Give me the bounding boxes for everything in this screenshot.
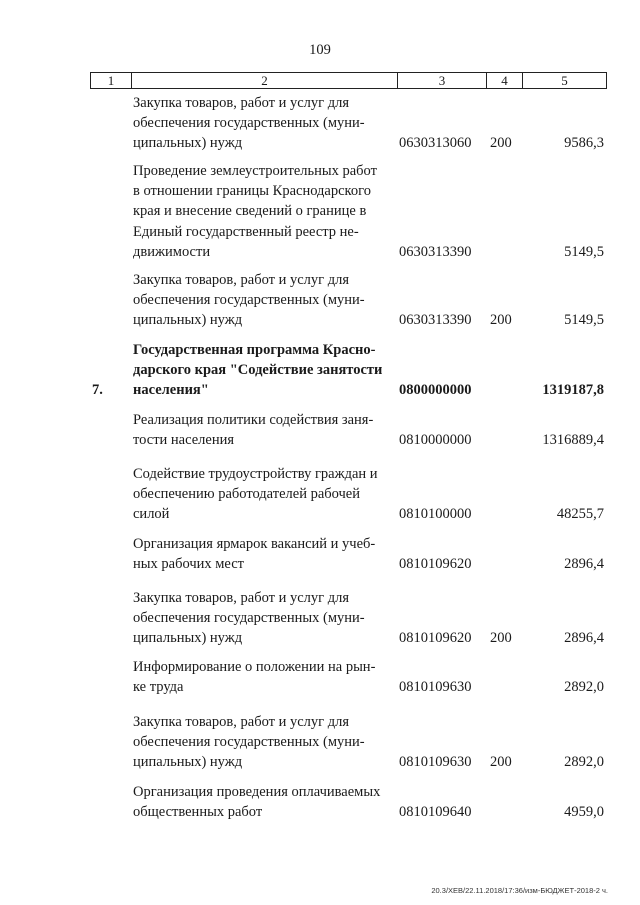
table-row [0, 340, 640, 401]
table-row [0, 464, 640, 525]
description-line: общественных работ [133, 804, 263, 821]
classification-code: 0810109640 [399, 804, 472, 821]
description-line: обеспечения государственных (муни- [133, 610, 365, 627]
classification-code: 0810000000 [399, 432, 472, 449]
description-line: Закупка товаров, работ и услуг для [133, 272, 350, 288]
description-line: ных рабочих мест [133, 556, 244, 573]
classification-code: 0800000000 [399, 382, 472, 399]
description-line: движимости [133, 243, 211, 260]
expense-type-code: 200 [490, 135, 512, 152]
expense-type-code: 200 [490, 754, 512, 771]
description-line: Государственная программа Красно- [133, 342, 376, 358]
description-line: обеспечения государственных (муни- [133, 115, 365, 132]
description-line: в отношении границы Краснодарского [133, 183, 371, 200]
description-line: Проведение землеустроительных работ [133, 163, 377, 179]
description-line: ципальных) нужд [133, 135, 243, 152]
table-row [0, 657, 640, 697]
classification-code: 0630313390 [399, 312, 472, 329]
amount-value: 2892,0 [564, 679, 604, 696]
row-description [133, 782, 391, 822]
header-col-2: 2 [132, 73, 398, 88]
row-description [133, 161, 391, 262]
description-line: Организация ярмарок вакансий и учеб- [133, 536, 376, 552]
description-line: Информирование о положении на рын- [133, 659, 376, 675]
amount-value: 2896,4 [564, 556, 604, 573]
table-header [90, 72, 607, 89]
header-col-4: 4 [487, 73, 523, 88]
description-line: ципальных) нужд [133, 630, 243, 647]
amount-value: 2896,4 [564, 630, 604, 647]
row-description [133, 657, 391, 697]
description-line: обеспечению работодателей рабочей [133, 486, 361, 503]
row-description [133, 712, 391, 773]
row-description [133, 340, 391, 401]
amount-value: 2892,0 [564, 754, 604, 771]
table-row [0, 161, 640, 262]
description-line: Закупка товаров, работ и услуг для [133, 95, 350, 111]
description-line: ципальных) нужд [133, 754, 243, 771]
page-number: 109 [309, 42, 331, 58]
table-row [0, 534, 640, 574]
classification-code: 0810109630 [399, 754, 472, 771]
header-col-3: 3 [398, 73, 487, 88]
description-line: населения" [133, 382, 209, 399]
description-line: Содействие трудоустройству граждан и [133, 466, 378, 482]
row-description [133, 464, 391, 525]
classification-code: 0810100000 [399, 506, 472, 523]
row-description [133, 270, 391, 331]
row-description [133, 588, 391, 649]
classification-code: 0810109630 [399, 679, 472, 696]
classification-code: 0810109620 [399, 556, 472, 573]
classification-code: 0810109620 [399, 630, 472, 647]
amount-value: 1319187,8 [542, 382, 604, 399]
amount-value: 9586,3 [564, 135, 604, 152]
table-row [0, 782, 640, 822]
classification-code: 0630313390 [399, 243, 472, 260]
row-description [133, 93, 391, 154]
description-line: ке труда [133, 679, 184, 696]
amount-value: 4959,0 [564, 804, 604, 821]
header-col-5: 5 [561, 73, 568, 88]
description-line: Закупка товаров, работ и услуг для [133, 590, 350, 606]
description-line: Единый государственный реестр не- [133, 223, 359, 240]
classification-code: 0630313060 [399, 135, 472, 152]
description-line: ципальных) нужд [133, 312, 243, 329]
description-line: тости населения [133, 432, 235, 449]
row-description [133, 534, 391, 574]
amount-value: 5149,5 [564, 312, 604, 329]
description-line: Организация проведения оплачиваемых [133, 784, 381, 800]
table-row [0, 410, 640, 450]
amount-value: 48255,7 [556, 506, 604, 523]
description-line: Закупка товаров, работ и услуг для [133, 714, 350, 730]
description-line: силой [133, 506, 170, 523]
description-line: Реализация политики содействия заня- [133, 412, 374, 428]
table-row [0, 93, 640, 154]
description-line: обеспечения государственных (муни- [133, 292, 365, 309]
table-row [0, 270, 640, 331]
header-col-1: 1 [91, 73, 132, 88]
description-line: дарского края "Содействие занятости [133, 362, 383, 379]
expense-type-code: 200 [490, 312, 512, 329]
description-line: края и внесение сведений о границе в [133, 203, 367, 220]
amount-value: 1316889,4 [542, 432, 604, 449]
table-row [0, 712, 640, 773]
table-row [0, 588, 640, 649]
amount-value: 5149,5 [564, 243, 604, 260]
description-line: обеспечения государственных (муни- [133, 734, 365, 751]
row-description [133, 410, 391, 450]
expense-type-code: 200 [490, 630, 512, 647]
row-number: 7. [92, 382, 103, 399]
footer-note: 20.3/ХЕВ/22.11.2018/17:36/изм-БЮДЖЕТ-2018-2 ч. [431, 886, 608, 895]
